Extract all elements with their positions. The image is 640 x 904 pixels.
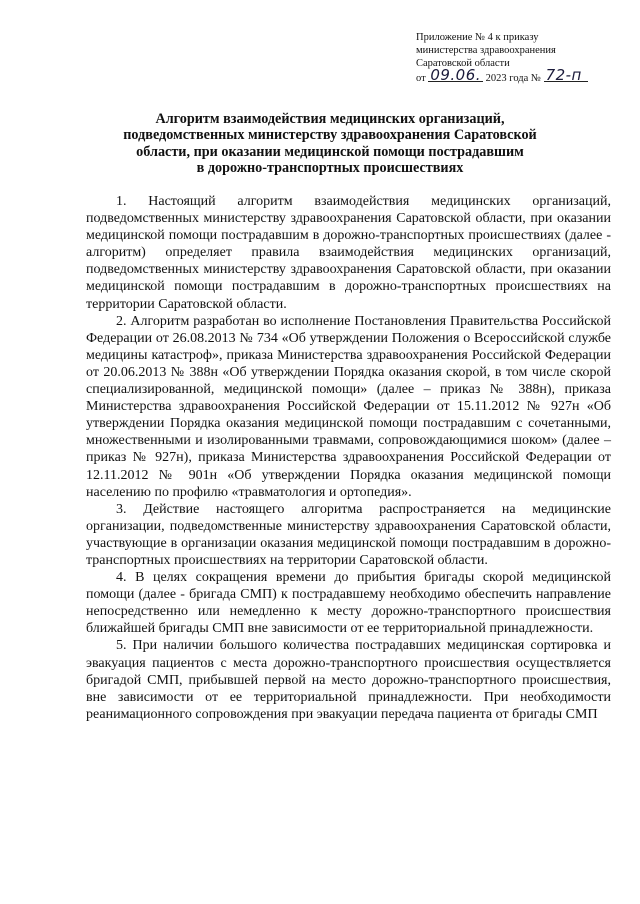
title-line-2: подведомственных министерству здравоохранения Саратовской [123, 127, 537, 144]
document-title [60, 111, 600, 177]
title-line-1: Алгоритм взаимодействия медицинских организаций, [155, 111, 505, 127]
appendix-line-3: Саратовской области [416, 58, 510, 69]
title-line-4: в дорожно-транспортных происшествиях [196, 160, 464, 177]
handwritten-date: 09.06. [430, 66, 482, 84]
paragraph-1: 1. Настоящий алгоритм взаимодействия медицинских организаций, подведомственных министерству здравоохранения Саратовской области, при оказании медицинской помощи пострадавшим в дорожно-транспортных происшествиях (далее - алгоритм) определяет правила взаимодействия медицинских организаций, подведомственных министерству здравоохранения Саратовской области, при оказании медицинской помощи пострадавшим в дорожно-транспортных происшествиях на территории Саратовской области. [86, 194, 611, 312]
handwritten-order-number: 72-п [544, 69, 588, 82]
from-label: от [416, 73, 426, 84]
paragraph-4: 4. В целях сокращения времени до прибытия бригады скорой медицинской помощи (далее - бригада СМП) к пострадавшему необходимо обеспечить направление непосредственно или немедленно к месту дорожно-транспортного происшествия ближайшей бригады СМП вне зависимости от ее территориальной принадлежности. [86, 570, 611, 637]
appendix-line-2: министерства здравоохранения [416, 45, 556, 56]
paragraph-3: 3. Действие настоящего алгоритма распространяется на медицинские организации, подведомственные министерству здравоохранения Саратовской области, участвующие в организации оказания медицинской помощи пострадавшим в дорожно-транспортных происшествиях на территории Саратовской области. [86, 501, 611, 568]
document-body [86, 193, 611, 723]
year-text: 2023 года № [485, 73, 541, 84]
appendix-date-line [416, 66, 631, 85]
title-line-3: области, при оказании медицинской помощи пострадавшим [136, 143, 524, 160]
paragraph-5: 5. При наличии большого количества пострадавших медицинская сортировка и эвакуация пациентов с места дорожно-транспортного происшествия осуществляется бригадой СМП, прибывшей первой на место дорожно-транспортного происшествия, вне зависимости от ее территориальной принадлежности. При необходимости реанимационного сопровождения при эвакуации передача пациента от бригады СМП [86, 638, 611, 722]
appendix-line-1: Приложение № 4 к приказу [416, 32, 539, 43]
appendix-block [416, 31, 631, 85]
paragraph-2: 2. Алгоритм разработан во исполнение Постановления Правительства Российской Федерации от 26.08.2013 № 734 «Об утверждении Положения о Всероссийской службе медицины катастроф», приказа Министерства здравоохранения Российской Федерации от 20.06.2013 № 388н «Об утверждении Порядка оказания скорой, в том числе скорой специализированной, медицинской помощи» (далее – приказ № 388н), приказа Министерства здравоохранения Российской Федерации от 15.11.2012 № 927н «Об утверждении Порядка оказания медицинской помощи пострадавшим с сочетанными, множественными и изолированными травмами, сопровождающимися шоком» (далее – приказ № 927н), приказа Министерства здравоохранения Российской Федерации от 12.11.2012 № 901н «Об утверждении Порядка оказания медицинской помощи населению по профилю «травматология и ортопедия». [86, 313, 611, 500]
